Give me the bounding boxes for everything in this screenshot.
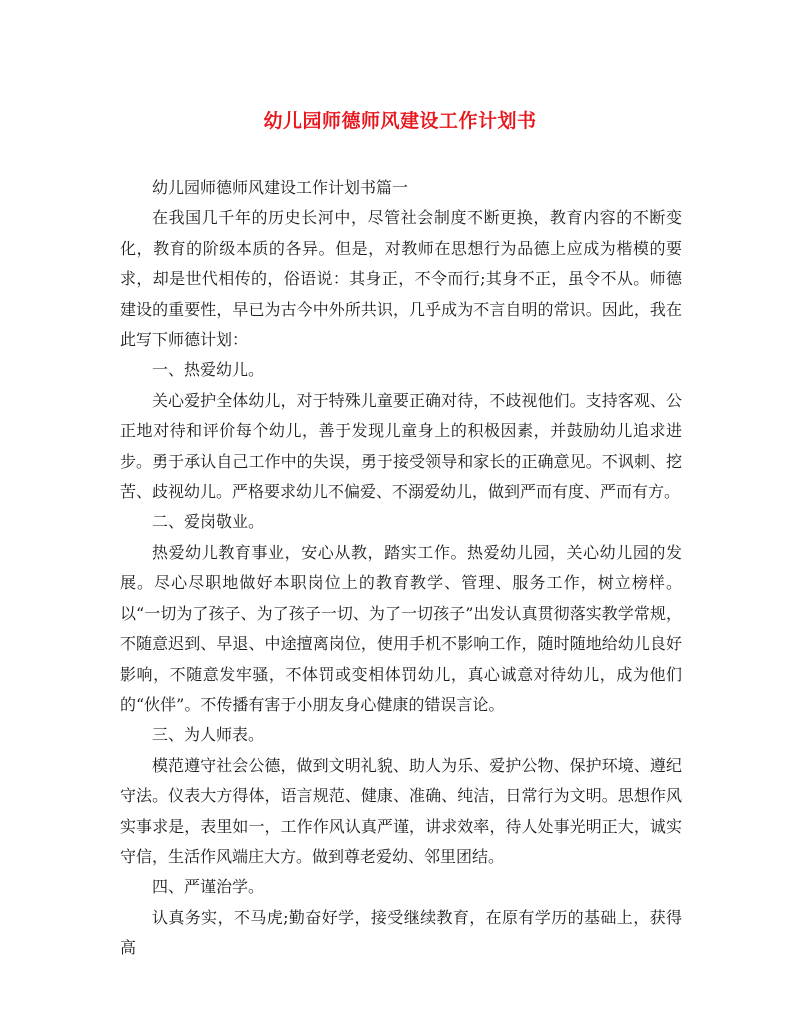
document-title: 幼儿园师德师风建设工作计划书 xyxy=(263,110,537,132)
document-body xyxy=(120,173,682,964)
intro-paragraph: 在我国几千年的历史长河中，尽管社会制度不断更换，教育内容的不断变化，教育的阶级本质的各异。但是，对教师在思想行为品德上应成为楷模的要求，却是世代相传的，俗语说：其身正，不令而行;其身不正，虽令不从。师德建设的重要性，早已为古今中外所共识，几乎成为不言自明的常识。因此，我在此写下师德计划： xyxy=(120,208,682,350)
section-subtitle: 幼儿园师德师风建设工作计划书篇一 xyxy=(152,178,409,197)
paragraph-role-model: 模范遵守社会公德，做到文明礼貌、助人为乐、爱护公物、保护环境、遵纪守法。仪表大方得体，语言规范、健康、准确、纯洁，日常行为文明。思想作风实事求是，表里如一，工作作风认真严谨，讲求效率，待人处事光明正大，诚实守信，生活作风端庄大方。做到尊老爱幼、邻里团结。 xyxy=(120,755,682,866)
heading-role-model: 三、为人师表。 xyxy=(152,725,265,745)
paragraph-love-children: 关心爱护全体幼儿，对于特殊儿童要正确对待，不歧视他们。支持客观、公正地对待和评价每个幼儿，善于发现儿童身上的积极因素，并鼓励幼儿追求进步。勇于承认自己工作中的失误，勇于接受领导和家长的正确意见。不讽刺、挖苦、歧视幼儿。严格要求幼儿不偏爱、不溺爱幼儿，做到严而有度、严而有方。 xyxy=(120,390,682,502)
heading-rigorous-study: 四、严谨治学。 xyxy=(152,877,265,897)
heading-dedication: 二、爱岗敬业。 xyxy=(152,512,265,532)
paragraph-rigorous-study: 认真务实，不马虎;勤奋好学，接受继续教育，在原有学历的基础上，获得高 xyxy=(120,907,682,958)
heading-love-children: 一、热爱幼儿。 xyxy=(152,360,265,380)
paragraph-dedication: 热爱幼儿教育事业，安心从教，踏实工作。热爱幼儿园，关心幼儿园的发展。尽心尽职地做好本职岗位上的教育教学、管理、服务工作，树立榜样。以“一切为了孩子、为了孩子一切、为了一切孩子”出发认真贯彻落实教学常规，不随意迟到、早退、中途擅离岗位，使用手机不影响工作，随时随地给幼儿良好影响，不随意发牢骚，不体罚或变相体罚幼儿，真心诚意对待幼儿，成为他们的“伙伴”。不传播有害于小朋友身心健康的错误言论。 xyxy=(120,542,682,714)
